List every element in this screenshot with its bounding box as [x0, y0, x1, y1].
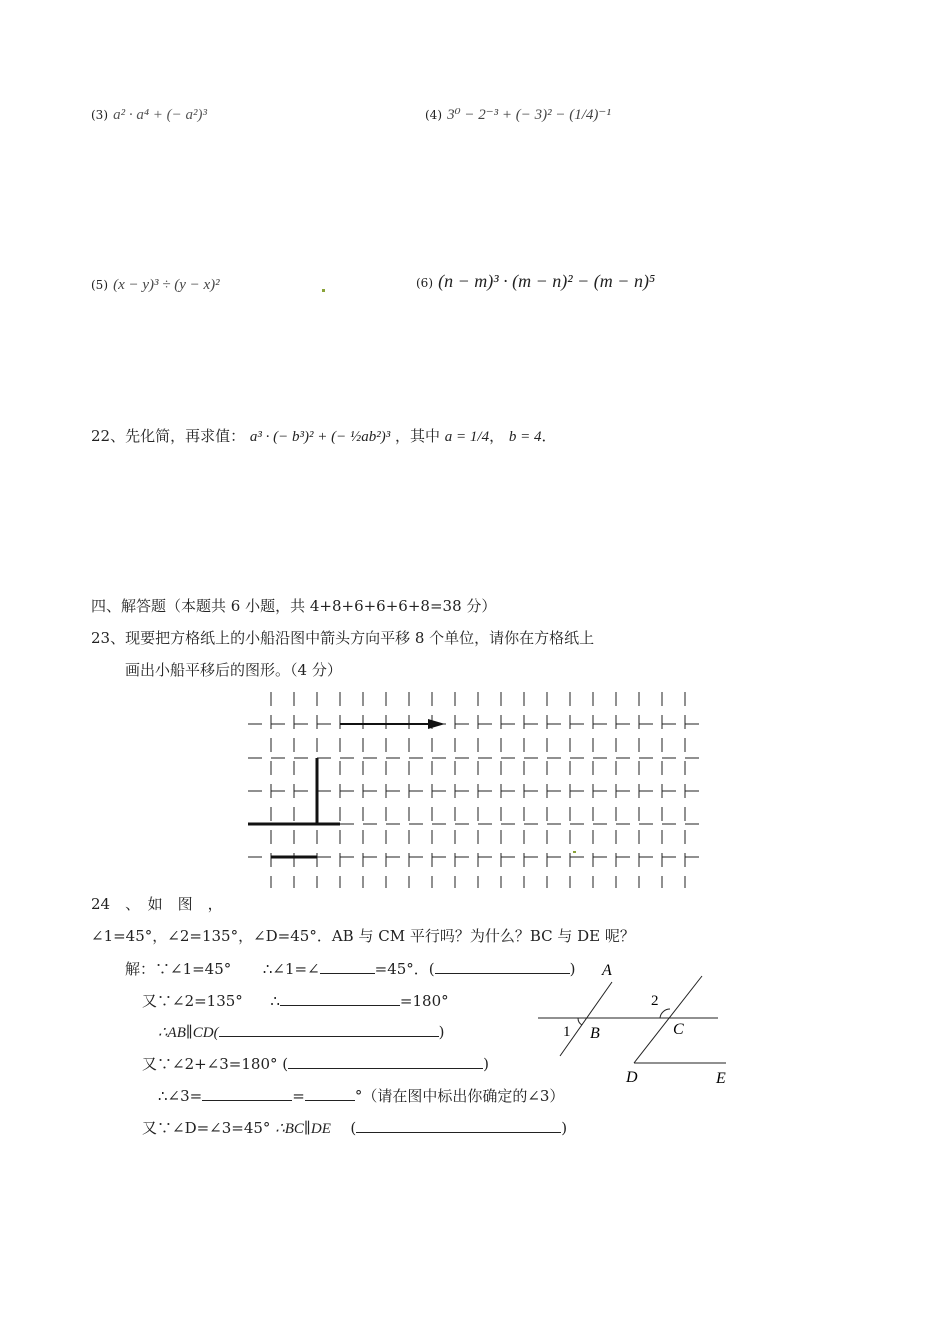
problem-5-expr: (x − y)³ ÷ (y − x)²: [113, 277, 220, 293]
sol1-c: =45°．(: [374, 960, 435, 978]
q22-prefix: 22、先化简，再求值：: [91, 427, 246, 445]
line-ab: [560, 982, 612, 1056]
problem-6-label: (6): [416, 276, 433, 290]
q24-stem: ∠1=45°，∠2=135°，∠D=45°．AB 与 CM 平行吗？为什么？BC 与 DE 呢？: [91, 927, 635, 945]
sol1-a: 解：∵∠1=45°: [125, 960, 232, 978]
sol5-blank2[interactable]: [305, 1086, 355, 1101]
grid-vertical-lines: [271, 692, 685, 888]
problem-5-label: (5): [91, 278, 108, 292]
problem-6-expr: (n − m)³ · (m − n)² − (m − n)⁵: [438, 271, 656, 291]
q24-head: 24 、 如 图 ，: [91, 895, 223, 913]
sol5-a: ∴∠3=: [158, 1087, 203, 1105]
q24-solution-line1: [125, 958, 576, 979]
q22-middle: ，其中: [395, 427, 441, 445]
sol6-blank[interactable]: [356, 1118, 561, 1133]
sol4-blank[interactable]: [288, 1054, 483, 1069]
problem-5: [91, 274, 220, 294]
problem-3: [91, 104, 207, 124]
problem-4-expr: 3⁰ − 2⁻³ + (− 3)² − (1/4)⁻¹: [447, 107, 611, 123]
sol2-c: =180°: [399, 992, 449, 1010]
label-angle-2: 2: [651, 993, 659, 1009]
sol4-a: 又∵∠2+∠3=180°: [142, 1055, 278, 1073]
q24-solution-line6: [142, 1117, 567, 1138]
sol1-blank1[interactable]: [320, 959, 375, 974]
sol4-c: ): [483, 1055, 489, 1073]
label-b: B: [590, 1025, 600, 1042]
sol1-d: ): [569, 960, 576, 978]
problem-4: [425, 104, 611, 124]
problem-4-label: (4): [425, 108, 442, 122]
sol1-b: ∴∠1=∠: [262, 960, 320, 978]
line-cd: [634, 976, 702, 1063]
sol5-c: °（请在图中标出你确定的∠3）: [354, 1087, 565, 1105]
q24-solution-line3: [158, 1022, 445, 1042]
section-4-title: 四、解答题（本题共 6 小题，共 4+8+6+6+6+8=38 分）: [91, 597, 497, 615]
q24-solution-line2: [142, 990, 449, 1011]
sol5-blank1[interactable]: [202, 1086, 292, 1101]
sol3-a: ∴AB∥CD(: [158, 1025, 219, 1041]
sol6-a: 又∵∠D=∠3=45°: [142, 1119, 271, 1137]
sol6-b: ∴BC∥DE: [275, 1121, 331, 1137]
sol4-b: (: [282, 1055, 289, 1073]
sol3-b: ): [438, 1023, 445, 1041]
problem-3-expr: a² · a⁴ + (− a²)³: [113, 107, 208, 123]
label-d: D: [626, 1069, 638, 1086]
label-e: E: [716, 1070, 726, 1087]
angle-2-arc: [660, 1009, 670, 1018]
sol6-c: (: [350, 1119, 357, 1137]
geometry-figure: [530, 958, 740, 1093]
question-22: 22、先化简，再求值： a³ · (− b³)² + (− ½ab²)³ ，其中 a = 1/4， b = 4．: [91, 427, 557, 445]
grid-paper: [240, 688, 710, 893]
q24-solution-line4: [142, 1053, 489, 1074]
q23-line1: 23、现要把方格纸上的小船沿图中箭头方向平移 8 个单位，请你在方格纸上: [91, 629, 595, 647]
sol2-a: 又∵∠2=135°: [142, 992, 243, 1010]
stray-dot: [322, 289, 325, 292]
sol3-blank[interactable]: [219, 1022, 439, 1037]
problem-6: [416, 271, 655, 292]
sol2-b: ∴: [270, 992, 280, 1010]
sol6-d: ): [561, 1119, 568, 1137]
arrow-head: [428, 719, 445, 729]
q22-a-value: a = 1/4: [444, 429, 490, 445]
label-c: C: [673, 1021, 684, 1038]
label-a: A: [602, 962, 612, 979]
q22-expr: a³ · (− b³)² + (− ½ab²)³: [249, 429, 391, 445]
q23-line2: 画出小船平移后的图形。（4 分）: [125, 661, 342, 679]
sol2-blank[interactable]: [280, 991, 400, 1006]
q22-b-value: b = 4: [508, 429, 542, 445]
label-angle-1: 1: [563, 1024, 571, 1040]
angle-1-arc: [578, 1018, 582, 1025]
sol5-b: =: [292, 1087, 305, 1105]
problem-3-label: (3): [91, 108, 108, 122]
q24-solution-line5: [158, 1085, 564, 1106]
